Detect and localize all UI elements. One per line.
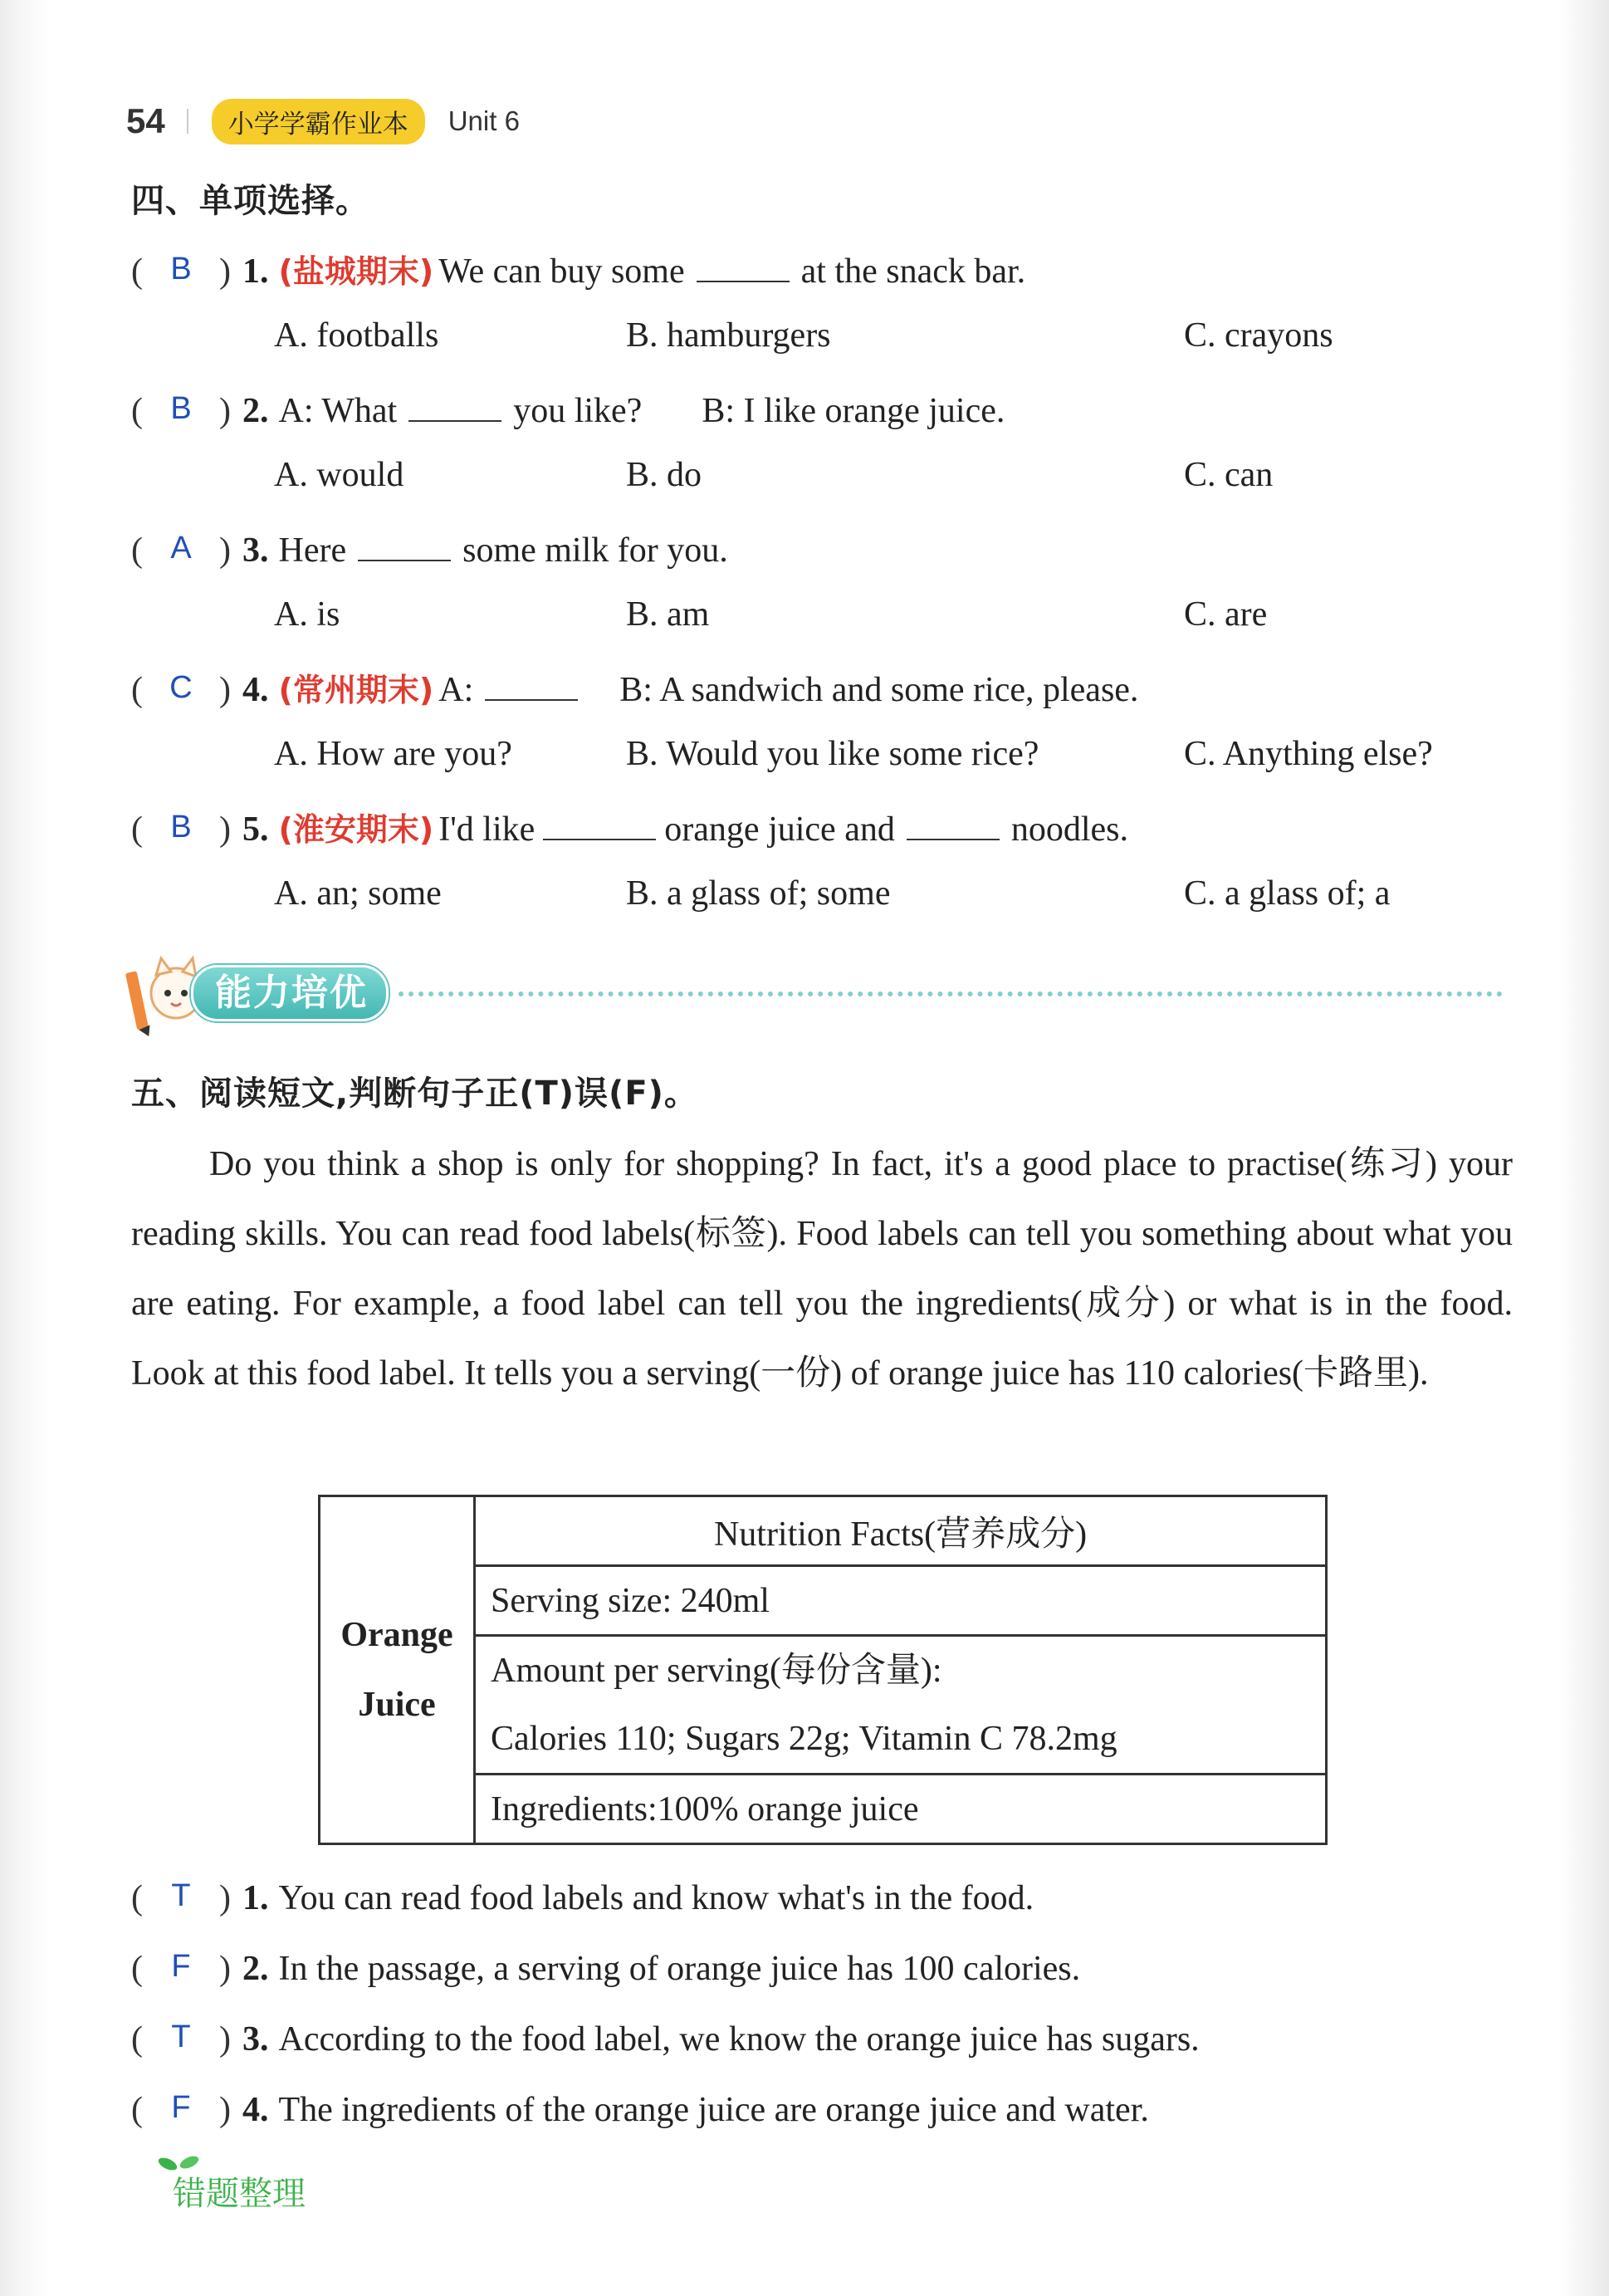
answer-paren: ( B ) (131, 810, 231, 849)
option-b: B. Would you like some rice? (626, 735, 1039, 773)
passage-text: Do you think a shop is only for shopping? In fact, it's a good place to practise(练习) your reading skills. You can read food labels(标签). Food labels can tell you something about what you are eating. For example, a food label can tell you the ingredients(成分) or what is in the food. Look at this food label. It tells you a serving(一份) of orange juice has 110 calories(卡路里). (131, 1145, 1513, 1393)
answer-paren: ( F ) (131, 2090, 231, 2129)
answer-mark: B (170, 252, 192, 286)
reading-passage (131, 1129, 1513, 1408)
question-5 (131, 804, 1128, 849)
answer-blank (697, 246, 790, 282)
table-header: Nutrition Facts(营养成分) (475, 1496, 1327, 1566)
option-c: C. can (1184, 456, 1274, 494)
statement-number: 4. (242, 2091, 269, 2129)
leaf-icon (154, 2154, 204, 2174)
answer-mark: B (170, 391, 192, 426)
answer-paren: ( B ) (131, 391, 231, 430)
answer-paren: ( A ) (131, 531, 231, 570)
question-text: A: (438, 671, 474, 709)
option-a: A. would (274, 456, 404, 494)
question-number: 3. (242, 531, 269, 570)
answer-paren: ( T ) (131, 1878, 231, 1917)
statement-text: In the passage, a serving of orange juice has 100 calories. (278, 1950, 1081, 1988)
question-text: you like? (513, 392, 643, 430)
serving-size-cell: Serving size: 240ml (475, 1566, 1327, 1636)
question-number: 5. (242, 810, 269, 849)
answer-blank (485, 664, 578, 701)
option-a: A. How are you? (274, 735, 512, 773)
answer-blank (358, 525, 451, 561)
header-divider (187, 109, 188, 134)
answer-blank (408, 385, 501, 422)
answer-mark: T (171, 1878, 191, 1913)
option-a: A. footballs (274, 316, 439, 355)
answer-paren: ( B ) (131, 252, 231, 291)
section4-title: 四、单项选择。 (131, 182, 369, 220)
question-1 (131, 246, 1025, 291)
statement-text: According to the food label, we know the orange juice has sugars. (278, 2020, 1200, 2059)
banner-dotted-line (399, 991, 1503, 996)
nutrition-table (318, 1495, 1328, 1845)
question-3 (131, 525, 728, 570)
option-a: A. is (274, 595, 340, 634)
page-header (126, 90, 520, 153)
question-text: noodles. (1010, 810, 1128, 849)
question-text: I'd like (438, 810, 536, 849)
source-tag: (常州期末) (278, 672, 434, 708)
statement-2 (131, 1949, 1080, 1989)
side-label-line2: Juice (358, 1686, 436, 1724)
amount-line2: Calories 110; Sugars 22g; Vitamin C 78.2mg (491, 1720, 1117, 1758)
question-response: B: I like orange juice. (702, 392, 1005, 430)
question-text: at the snack bar. (800, 252, 1026, 291)
statement-text: You can read food labels and know what's in the food. (278, 1879, 1034, 1917)
ability-banner (125, 947, 1503, 1030)
answer-mark: T (171, 2019, 191, 2054)
question-text: some milk for you. (462, 531, 728, 570)
ingredients-cell: Ingredients:100% orange juice (475, 1775, 1327, 1844)
question-text: Here (278, 531, 347, 570)
answer-blank (907, 804, 1000, 840)
question-number: 2. (242, 392, 269, 430)
option-b: B. do (626, 456, 702, 494)
question-text: orange juice and (664, 810, 895, 849)
answer-mark: F (171, 1949, 191, 1984)
table-side-label (320, 1496, 475, 1844)
side-label-line1: Orange (340, 1616, 453, 1654)
answer-mark: F (171, 2090, 191, 2125)
statement-3 (131, 2019, 1200, 2059)
question-2 (131, 385, 1005, 431)
statement-text: The ingredients of the orange juice are orange juice and water. (278, 2091, 1149, 2129)
question-text: A: What (278, 392, 398, 430)
option-b: B. am (626, 595, 710, 634)
amount-cell (475, 1636, 1327, 1775)
section5-title: 五、阅读短文,判断句子正(T)误(F)。 (131, 1075, 698, 1113)
option-c: C. Anything else? (1184, 735, 1433, 773)
source-tag: (淮安期末) (278, 811, 434, 848)
option-a: A. an; some (274, 874, 442, 913)
answer-mark: B (170, 810, 192, 844)
banner-label: 能力培优 (191, 965, 389, 1021)
option-b: B. a glass of; some (626, 874, 891, 913)
statement-number: 1. (242, 1879, 269, 1917)
answer-paren: ( T ) (131, 2019, 231, 2059)
footer-label: 错题整理 (173, 2175, 306, 2213)
answer-paren: ( F ) (131, 1949, 231, 1988)
question-response: B: A sandwich and some rice, please. (619, 671, 1139, 709)
answer-mark: A (170, 531, 192, 565)
series-badge: 小学学霸作业本 (212, 99, 425, 144)
answer-blank (543, 804, 656, 840)
option-c: C. a glass of; a (1184, 874, 1391, 913)
option-c: C. crayons (1184, 316, 1333, 355)
page-number: 54 (126, 101, 165, 140)
answer-paren: ( C ) (131, 670, 231, 709)
mistake-review-footer (173, 2167, 306, 2215)
statement-1 (131, 1878, 1034, 1918)
amount-line1: Amount per serving(每份含量): (491, 1652, 942, 1690)
option-c: C. are (1184, 595, 1268, 634)
question-number: 1. (242, 252, 269, 291)
answer-mark: C (169, 670, 193, 705)
question-text: We can buy some (438, 252, 685, 291)
statement-number: 2. (242, 1950, 269, 1988)
statement-number: 3. (242, 2020, 269, 2059)
statement-4 (131, 2090, 1149, 2130)
question-number: 4. (242, 671, 269, 709)
option-b: B. hamburgers (626, 316, 831, 355)
question-4 (131, 664, 1138, 710)
unit-label: Unit 6 (447, 105, 520, 136)
source-tag: (盐城期末) (278, 253, 434, 290)
